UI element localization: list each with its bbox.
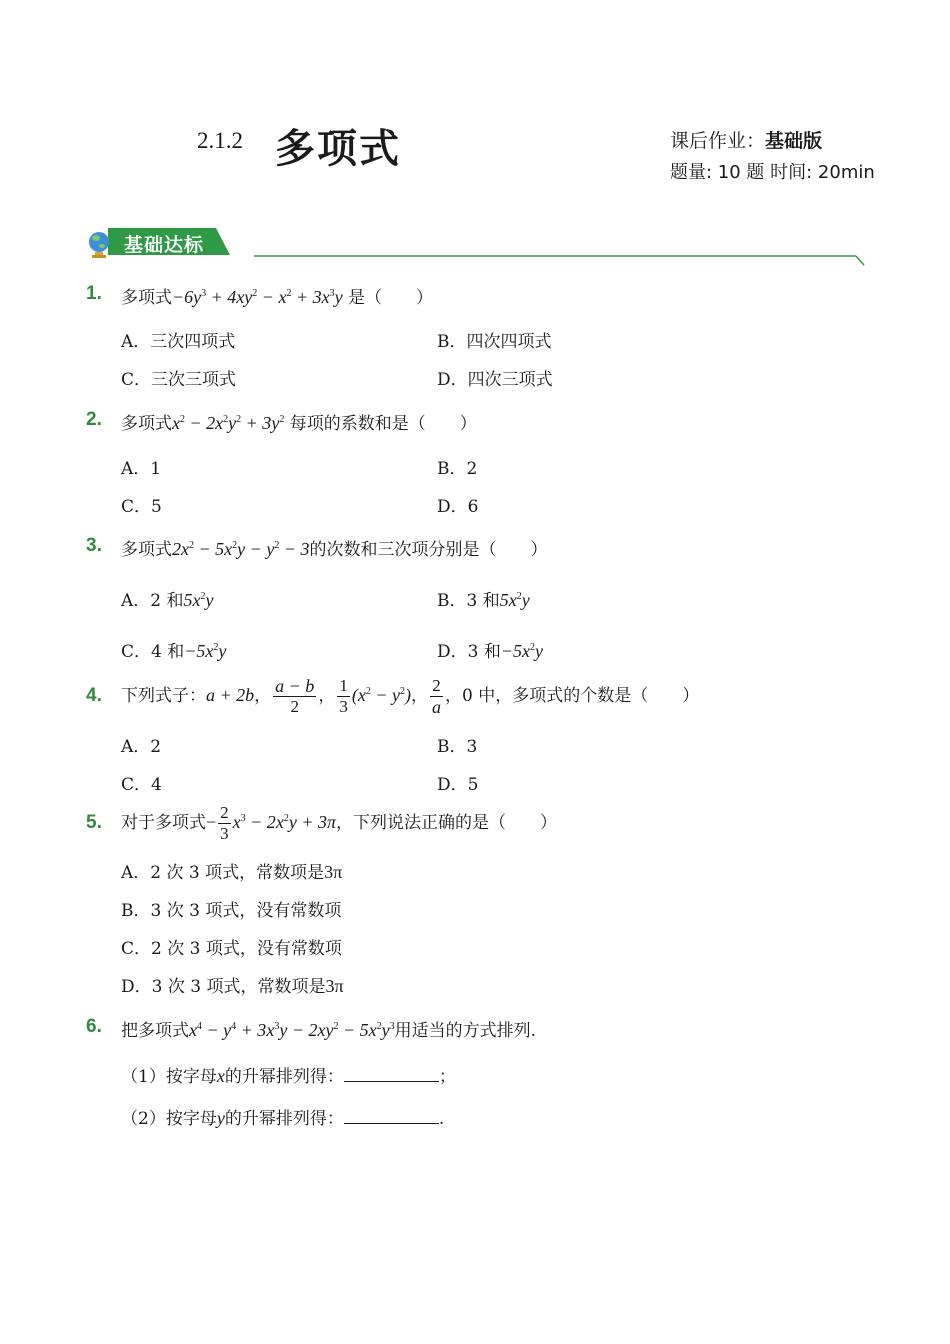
sub-question-2 (121, 1104, 444, 1129)
homework-meta: 题量: 10 题 时间: 20min (670, 162, 875, 183)
question-stem: 对于多项式− $\frac{2}{3}$ $x^3 - 2x^2y + 3\pi$，下列说法正确的是（ ） (121, 803, 557, 843)
option-label: C．4 和 (121, 642, 185, 662)
option-label: D．3 次 3 项式，常数项是 (121, 977, 326, 997)
option-b[interactable]: B．2 (437, 459, 478, 479)
stem-prefix: 多项式 (121, 414, 172, 434)
math-expression: $(x^2 - y^2)$ (351, 685, 411, 705)
option-a[interactable]: A．2 (121, 737, 162, 757)
stem-suffix: ，下列说法正确的是（ ） (335, 813, 557, 833)
question-stem (121, 409, 477, 434)
page-title: 多项式 (275, 126, 401, 172)
homework-label (670, 126, 822, 153)
math-expression: $-5x^2y$ (184, 641, 227, 661)
sub-question-end: ； (438, 1067, 456, 1087)
stem-suffix: 的次数和三次项分别是（ ） (309, 540, 548, 560)
sub-question-label: （1）按字母 (121, 1067, 217, 1087)
sub-question-label: （2）按字母 (121, 1109, 217, 1129)
option-a[interactable] (121, 586, 214, 611)
answer-blank[interactable] (344, 1067, 439, 1082)
option-c[interactable]: C．2 次 3 项式，没有常数项 (121, 939, 342, 959)
question-stem: 下列式子：a + 2b， $\frac{a - b}{2}$ ， $\frac{1}{3}$ $(x^2 - y^2)$， $\frac{2}{a}$ ，0 中，多项式的个数是（ ） (121, 676, 700, 717)
math-expression: 3π (324, 862, 343, 882)
stem-prefix: 多项式 (121, 540, 172, 560)
banner-line-end (856, 256, 864, 265)
sub-question-1 (121, 1062, 456, 1087)
globe-icon (89, 232, 109, 258)
fraction: $\frac{1}{3}$ (339, 676, 348, 716)
stem-prefix: 对于多项式 (121, 813, 206, 833)
question-number: 3. (86, 535, 102, 556)
stem-suffix: 是（ ） (348, 288, 434, 308)
math-expression: $5x^2y$ (183, 590, 214, 610)
answer-blank[interactable] (344, 1109, 439, 1124)
sub-question-text: 的升幂排列得： (224, 1109, 344, 1129)
stem-prefix: 下列式子： (121, 686, 206, 706)
question-stem (121, 283, 433, 308)
option-b[interactable]: B．四次四项式 (437, 332, 552, 352)
option-d[interactable]: D．5 (437, 775, 479, 795)
stem-suffix: 用适当的方式排列. (394, 1021, 537, 1041)
option-b[interactable]: B．3 次 3 项式，没有常数项 (121, 901, 342, 921)
option-c[interactable]: C．三次三项式 (121, 370, 237, 390)
option-label: B．3 和 (437, 591, 500, 611)
sub-question-end: . (438, 1109, 445, 1129)
section-banner (88, 225, 868, 270)
option-d[interactable] (437, 637, 543, 662)
question-number: 2. (86, 409, 102, 430)
option-a[interactable]: A．1 (121, 459, 162, 479)
option-d[interactable]: D．6 (437, 497, 479, 517)
question-stem (121, 1016, 536, 1041)
option-d[interactable] (121, 972, 344, 997)
option-a[interactable]: A．三次四项式 (121, 332, 236, 352)
fraction: $\frac{2}{a}$ (431, 676, 441, 717)
math-expression: $2x^2 - 5x^2y - y^2 - 3$ (172, 539, 310, 559)
variable: x (216, 1066, 225, 1086)
option-label: A．2 次 3 项式，常数项是 (121, 863, 325, 883)
question-number: 1. (86, 283, 102, 304)
banner-label: 基础达标 (124, 234, 205, 256)
option-b[interactable] (437, 586, 530, 611)
stem-prefix: 把多项式 (121, 1021, 189, 1041)
math-expression: $-6y^3 + 4xy^2 - x^2 + 3x^3y$ (172, 287, 343, 307)
option-a[interactable] (121, 858, 342, 883)
question-number: 5. (86, 812, 102, 833)
math-expression: 3π (325, 976, 344, 996)
fraction: $\frac{2}{3}$ (220, 803, 229, 843)
sub-question-text: 的升幂排列得： (224, 1067, 344, 1087)
stem-prefix: 多项式 (121, 288, 172, 308)
section-number: 2.1.2 (197, 128, 243, 153)
math-expression: $x^3 - 2x^2y + 3\pi$ (232, 812, 336, 832)
option-c[interactable] (121, 637, 226, 662)
homework-level: 基础版 (765, 130, 823, 152)
option-label: D．3 和 (437, 642, 501, 662)
question-number: 4. (86, 685, 102, 706)
homework-label-text: 课后作业： (670, 130, 766, 152)
variable: y (216, 1108, 225, 1128)
option-c[interactable]: C．5 (121, 497, 162, 517)
math-expression: $-5x^2y$ (500, 641, 544, 661)
math-expression: a + 2b (206, 685, 255, 705)
fraction: $\frac{a - b}{2}$ (275, 676, 315, 716)
stem-suffix: ，0 中，多项式的个数是（ ） (444, 686, 700, 706)
question-stem (121, 535, 547, 560)
question-number: 6. (86, 1016, 102, 1037)
math-expression: $x^4 - y^4 + 3x^3y - 2xy^2 - 5x^2y^3$ (189, 1020, 395, 1040)
stem-suffix: 每项的系数和是（ ） (289, 414, 477, 434)
math-expression: $5x^2y$ (499, 590, 530, 610)
option-d[interactable]: D．四次三项式 (437, 370, 553, 390)
option-b[interactable]: B．3 (437, 737, 478, 757)
option-label: A．2 和 (121, 591, 184, 611)
math-expression: $x^2 - 2x^2y^2 + 3y^2$ (172, 413, 285, 433)
option-c[interactable]: C．4 (121, 775, 162, 795)
